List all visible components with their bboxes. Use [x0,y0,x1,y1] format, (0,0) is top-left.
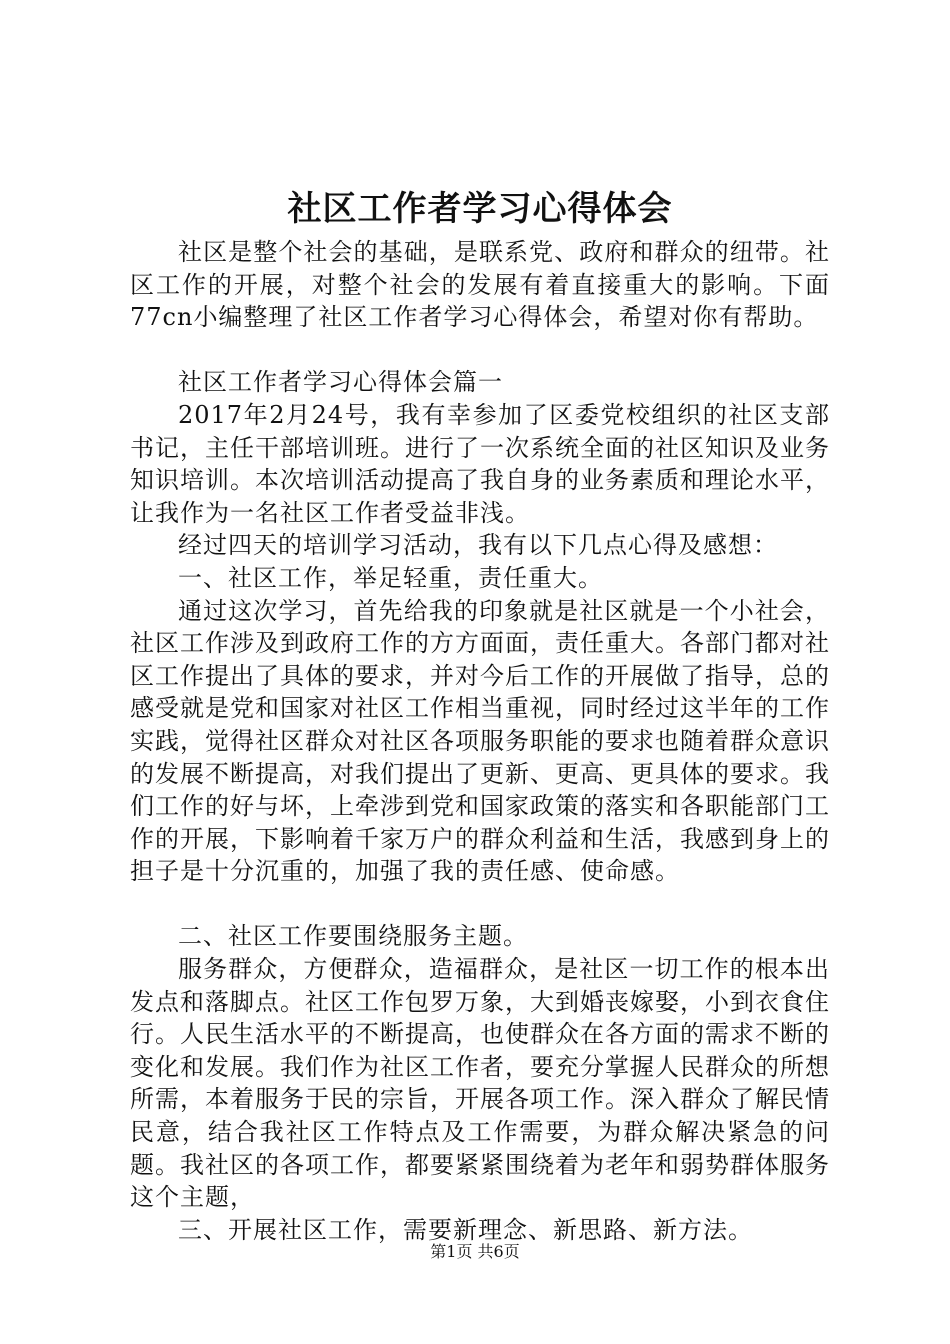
section-heading: 社区工作者学习心得体会篇一 [178,368,503,397]
blank-line [130,334,830,367]
point-three-heading: 三、开展社区工作，需要新理念、新思路、新方法。 [178,1215,753,1244]
point-one-body: 通过这次学习，首先给我的印象就是社区就是一个小社会，社区工作涉及到政府工作的方方面面，责任重大。各部门都对社区工作提出了具体的要求，并对今后工作的开展做了指导，总的感受就是党和国家对社区工作相当重视，同时经过这半年的工作实践，觉得社区群众对社区各项服务职能的要求也随着群众意识的发展不断提高，对我们提出了更新、更高、更具体的要求。我们工作的好与坏，上牵涉到党和国家政策的落实和各职能部门工作的开展，下影响着千家万户的群众利益和生活，我感到身上的担子是十分沉重的，加强了我的责任感、使命感。 [130,596,830,886]
page-number: 第1页 共6页 [430,1242,520,1261]
point-two-heading: 二、社区工作要围绕服务主题。 [178,922,528,951]
blank-line [130,888,830,921]
document-title: 社区工作者学习心得体会 [287,189,673,229]
point-two-body: 服务群众，方便群众，造福群众，是社区一切工作的根本出发点和落脚点。社区工作包罗万象，大到婚丧嫁娶，小到衣食住行。人民生活水平的不断提高，也使群众在各方面的需求不断的变化和发展。我们作为社区工作者，要充分掌握人民群众的所想所需，本着服务于民的宗旨，开展各项工作。深入群众了解民情民意，结合我社区工作特点及工作需要，为群众解决紧急的问题。我社区的各项工作，都要紧紧围绕着为老年和弱势群体服务这个主题， [130,955,830,1212]
document-page [130,182,830,1246]
point-one-heading: 一、社区工作，举足轻重，责任重大。 [178,563,603,592]
intro-paragraph: 社区是整个社会的基础，是联系党、政府和群众的纽带。社区工作的开展，对整个社会的发展有着直接重大的影响。下面77cn小编整理了社区工作者学习心得体会，希望对你有帮助。 [130,238,830,332]
paragraph-feelings-intro: 经过四天的培训学习活动，我有以下几点心得及感想： [178,531,778,560]
paragraph-training: 2017年2月24号，我有幸参加了区委党校组织的社区支部书记，主任干部培训班。进行了一次系统全面的社区知识及业务知识培训。本次培训活动提高了我自身的业务素质和理论水平，让我作为一名社区工作者受益非浅。 [130,400,830,527]
